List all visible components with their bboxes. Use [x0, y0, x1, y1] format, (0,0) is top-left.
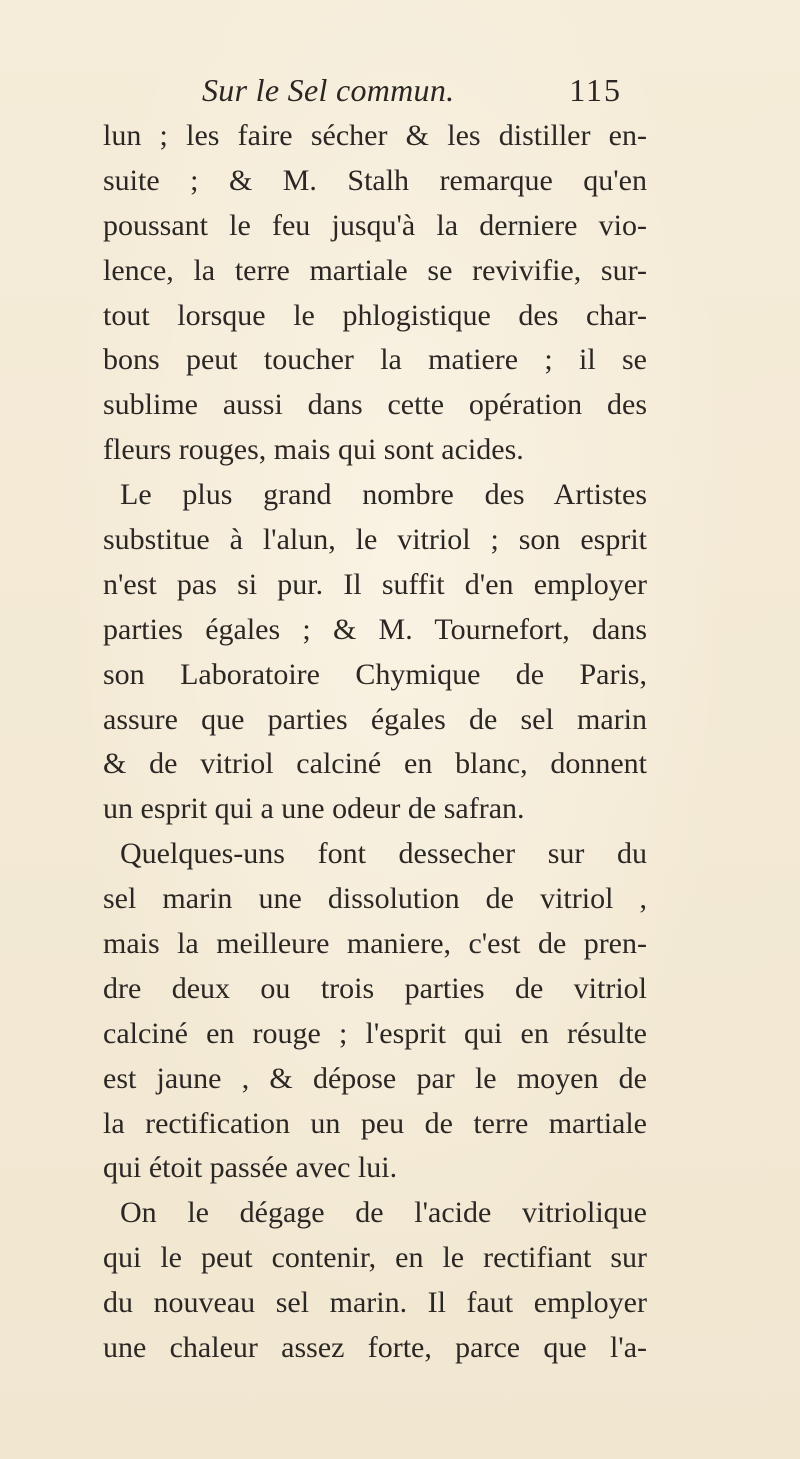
text-line: bons peut toucher la matiere ; il se	[103, 343, 647, 377]
text-line: & de vitriol calciné en blanc, donnent	[103, 747, 647, 781]
text-line: sublime aussi dans cette opération des	[103, 388, 647, 422]
text-line: lun ; les faire sécher & les distiller en-	[103, 119, 647, 152]
text-line: est jaune , & dépose par le moyen de	[103, 1061, 647, 1095]
text-line: n'est pas si pur. Il suffit d'en employer	[103, 567, 647, 601]
page-number: 115	[569, 72, 622, 108]
text-line: son Laboratoire Chymique de Paris,	[103, 657, 647, 691]
text-line: calciné en rouge ; l'esprit qui en résulte	[103, 1016, 647, 1050]
paragraph-start-line: Le plus grand nombre des Artistes	[120, 478, 647, 512]
text-line: dre deux ou trois parties de vitriol	[103, 971, 647, 1005]
text-line: un esprit qui a une odeur de safran.	[103, 792, 525, 826]
text-line: sel marin une dissolution de vitriol ,	[103, 882, 647, 916]
text-line: suite ; & M. Stalh remarque qu'en	[103, 163, 647, 197]
body-text	[103, 114, 647, 1371]
text-line: fleurs rouges, mais qui sont acides.	[103, 433, 524, 467]
running-title: Sur le Sel commun.	[202, 72, 455, 108]
text-line: qui étoit passée avec lui.	[103, 1151, 398, 1185]
text-line: assure que parties égales de sel marin	[103, 702, 647, 736]
text-line: lence, la terre martiale se revivifie, sur-	[103, 253, 647, 287]
text-line: tout lorsque le phlogistique des char-	[103, 298, 647, 332]
text-line: une chaleur assez forte, parce que l'a-	[103, 1331, 647, 1365]
text-line: qui le peut contenir, en le rectifiant sur	[103, 1241, 647, 1275]
paragraph-start-line: On le dégage de l'acide vitriolique	[120, 1196, 647, 1230]
text-line: du nouveau sel marin. Il faut employer	[103, 1286, 647, 1320]
paragraph-start-line: Quelques-uns font dessecher sur du	[120, 837, 647, 871]
text-line: substitue à l'alun, le vitriol ; son esprit	[103, 523, 647, 557]
text-line: poussant le feu jusqu'à la derniere vio-	[103, 208, 647, 242]
text-line: mais la meilleure maniere, c'est de pren-	[103, 927, 647, 961]
text-line: la rectification un peu de terre martiale	[103, 1106, 647, 1140]
text-line: parties égales ; & M. Tournefort, dans	[103, 612, 647, 646]
running-head	[100, 72, 660, 116]
